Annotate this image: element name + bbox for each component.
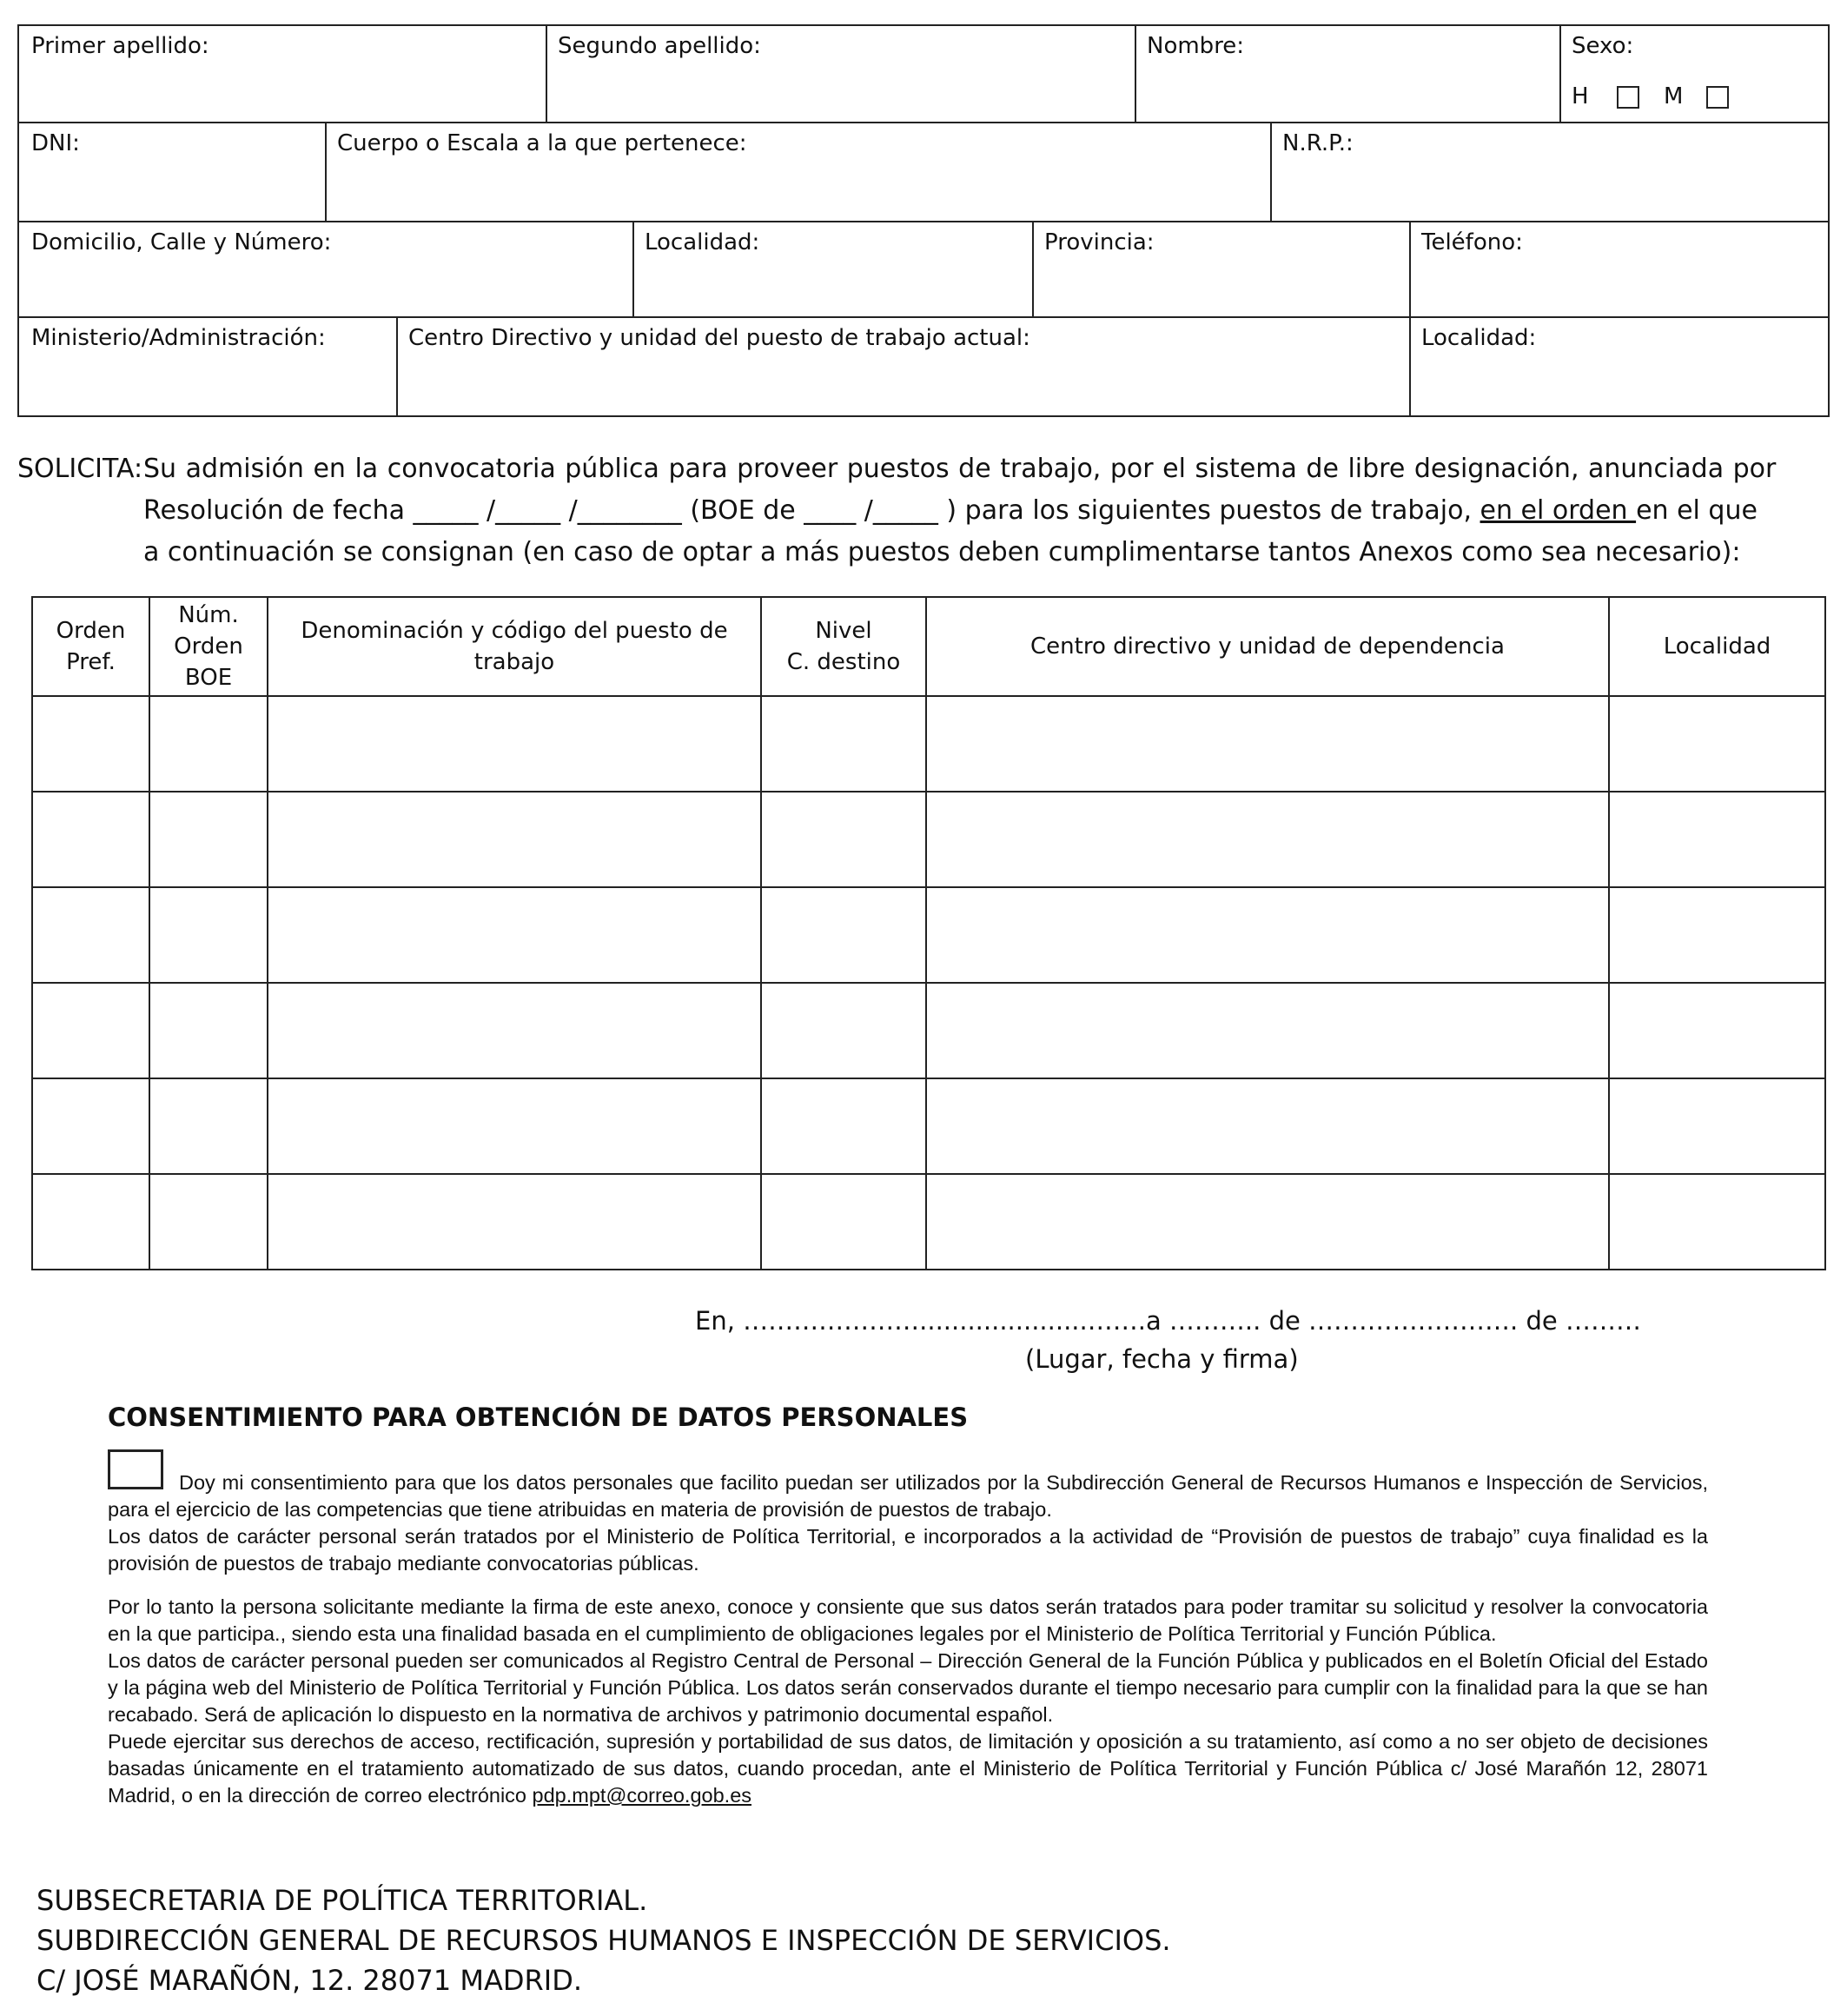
- signature-line[interactable]: En, ………………….....................…….a ……….. de ……………………. de ………: [695, 1306, 1641, 1336]
- table-cell[interactable]: [761, 983, 926, 1078]
- table-cell[interactable]: [761, 1078, 926, 1174]
- table-cell[interactable]: [32, 1078, 149, 1174]
- table-cell[interactable]: [926, 887, 1609, 983]
- table-cell[interactable]: [1609, 696, 1825, 792]
- nrp-label: N.R.P.:: [1282, 130, 1354, 156]
- sexo-h-label: H: [1572, 83, 1589, 109]
- table-cell[interactable]: [761, 696, 926, 792]
- paragraph-gap: [108, 1577, 1708, 1594]
- header-nivel: [761, 597, 926, 696]
- sexo-m-option[interactable]: [1664, 83, 1729, 109]
- provincia-field[interactable]: [1032, 221, 1411, 318]
- header-denominacion: [268, 597, 761, 696]
- header-nivel-line-2: C. destino: [786, 649, 901, 675]
- solicita-label: SOLICITA:: [17, 454, 143, 484]
- localidad-actual-label: Localidad:: [1421, 325, 1537, 351]
- sexo-m-label: M: [1664, 83, 1684, 109]
- table-cell[interactable]: [1609, 983, 1825, 1078]
- localidad-field[interactable]: [632, 221, 1034, 318]
- solicita-line-3: a continuación se consignan (en caso de optar a más puestos deben cumplimentarse tantos Anexos como sea necesario):: [143, 537, 1741, 567]
- provincia-label: Provincia:: [1044, 229, 1155, 255]
- consent-title: CONSENTIMIENTO PARA OBTENCIÓN DE DATOS PERSONALES: [108, 1403, 969, 1432]
- consent-paragraph-5-text: Puede ejercitar sus derechos de acceso, rectificación, supresión y portabilidad de sus datos, de limitación y oposición a su tratamiento, así como a no ser objeto de decisiones basadas únicamente en el tratamiento automatizado de sus datos, cuando procedan, ante el Ministerio de Política Territorial y Función Pública c/ José Marañón 12, 28071 Madrid, o en la dirección de correo electrónico: [108, 1730, 1708, 1807]
- cuerpo-field[interactable]: [325, 122, 1272, 222]
- header-denominacion-line-1: Denominación y código del puesto de: [301, 618, 728, 644]
- header-localidad: Localidad: [1609, 597, 1825, 696]
- table-cell[interactable]: [149, 696, 268, 792]
- table-cell[interactable]: [32, 1174, 149, 1270]
- table-cell[interactable]: [32, 792, 149, 887]
- table-row: [32, 983, 1825, 1078]
- table-cell[interactable]: [268, 1174, 761, 1270]
- table-cell[interactable]: [149, 1174, 268, 1270]
- footer-line-3: C/ JOSÉ MARAÑÓN, 12. 28071 MADRID.: [36, 1964, 583, 1997]
- header-num-orden-line-3: BOE: [184, 665, 233, 691]
- table-row: [32, 887, 1825, 983]
- solicita-line-2-text: Resolución de fecha _____ /_____ /________ (BOE de ____ /_____ ) para los siguientes puestos de trabajo,: [143, 495, 1480, 526]
- table-cell[interactable]: [1609, 1078, 1825, 1174]
- telefono-field[interactable]: [1409, 221, 1830, 318]
- domicilio-label: Domicilio, Calle y Número:: [31, 229, 332, 255]
- header-orden-pref-line-1: Orden: [56, 618, 126, 644]
- consent-paragraph-2: Los datos de carácter personal serán tratados por el Ministerio de Política Territorial, e incorporados a la actividad de “Provisión de puestos de trabajo” cuya finalidad es la provisión de puestos de trabajo mediante convocatorias públicas.: [108, 1525, 1708, 1575]
- primer-apellido-field[interactable]: [17, 24, 547, 123]
- localidad-label: Localidad:: [645, 229, 760, 255]
- table-header-row: [32, 597, 1825, 696]
- primer-apellido-label: Primer apellido:: [31, 33, 209, 59]
- segundo-apellido-field[interactable]: [546, 24, 1136, 123]
- solicita-line-1: Su admisión en la convocatoria pública para proveer puestos de trabajo, por el sistema de libre designación, anunciada por: [143, 454, 1777, 484]
- consent-email-link[interactable]: pdp.mpt@correo.gob.es: [532, 1784, 752, 1807]
- nombre-field[interactable]: [1135, 24, 1561, 123]
- table-cell[interactable]: [149, 887, 268, 983]
- solicita-line-2: [143, 490, 1758, 532]
- signature-caption: (Lugar, fecha y firma): [1025, 1344, 1299, 1374]
- centro-directivo-label: Centro Directivo y unidad del puesto de trabajo actual:: [408, 325, 1030, 351]
- table-cell[interactable]: [926, 696, 1609, 792]
- table-cell[interactable]: [32, 983, 149, 1078]
- solicita-line-2-end: en el que: [1636, 495, 1758, 526]
- segundo-apellido-label: Segundo apellido:: [558, 33, 761, 59]
- table-cell[interactable]: [32, 696, 149, 792]
- sexo-m-checkbox[interactable]: [1706, 86, 1729, 109]
- consent-paragraph-5: [108, 1728, 1708, 1809]
- table-cell[interactable]: [1609, 887, 1825, 983]
- footer-line-2: SUBDIRECCIÓN GENERAL DE RECURSOS HUMANOS E INSPECCIÓN DE SERVICIOS.: [36, 1924, 1171, 1957]
- table-cell[interactable]: [149, 792, 268, 887]
- sexo-h-option[interactable]: [1572, 83, 1639, 109]
- sexo-label: Sexo:: [1572, 33, 1634, 59]
- table-row: [32, 1078, 1825, 1174]
- consent-paragraph-3: Por lo tanto la persona solicitante mediante la firma de este anexo, conoce y consiente que sus datos serán tratados para poder tramitar su solicitud y resolver la convocatoria en la que participa., siendo esta una finalidad basada en el cumplimiento de obligaciones legales por el Ministerio de Política Territorial y Función Pública.: [108, 1595, 1708, 1645]
- table-cell[interactable]: [268, 792, 761, 887]
- consent-paragraph-1: Doy mi consentimiento para que los datos personales que facilito puedan ser utilizados por la Subdirección General de Recursos Humanos e Inspección de Servicios, para el ejercicio de las competencias que tiene atribuidas en materia de provisión de puestos de trabajo.: [108, 1471, 1708, 1521]
- header-num-orden-line-1: Núm.: [178, 602, 239, 628]
- nrp-field[interactable]: [1270, 122, 1830, 222]
- sexo-h-checkbox[interactable]: [1617, 86, 1639, 109]
- table-cell[interactable]: [1609, 1174, 1825, 1270]
- table-row: [32, 1174, 1825, 1270]
- table-cell[interactable]: [32, 887, 149, 983]
- cuerpo-label: Cuerpo o Escala a la que pertenece:: [337, 130, 747, 156]
- localidad-actual-field[interactable]: [1409, 316, 1830, 417]
- en-el-orden-emphasis: en el orden: [1480, 495, 1637, 526]
- header-centro-directivo: Centro directivo y unidad de dependencia: [926, 597, 1609, 696]
- table-row: [32, 696, 1825, 792]
- ministerio-field[interactable]: [17, 316, 398, 417]
- domicilio-field[interactable]: [17, 221, 634, 318]
- table-cell[interactable]: [926, 983, 1609, 1078]
- table-cell[interactable]: [149, 1078, 268, 1174]
- sexo-field: [1559, 24, 1830, 123]
- header-denominacion-line-2: trabajo: [473, 649, 555, 675]
- table-cell[interactable]: [761, 1174, 926, 1270]
- footer-address: [36, 1880, 1171, 2000]
- table-cell[interactable]: [149, 983, 268, 1078]
- telefono-label: Teléfono:: [1421, 229, 1523, 255]
- table-cell[interactable]: [926, 792, 1609, 887]
- table-cell[interactable]: [761, 792, 926, 887]
- header-num-orden-boe: [149, 597, 268, 696]
- table-row: [32, 792, 1825, 887]
- header-nivel-line-1: Nivel: [815, 618, 872, 644]
- consent-paragraph-4: Los datos de carácter personal pueden ser comunicados al Registro Central de Personal – Dirección General de la Función Pública y publicados en el Boletín Oficial del Estado y la página web del Ministerio de Política Territorial y Función Pública. Los datos serán conservados durante el tiempo necesario para cumplir con la finalidad para la que se han recabado. Será de aplicación lo dispuesto en la normativa de archivos y patrimonio documental español.: [108, 1649, 1708, 1726]
- header-num-orden-line-2: Orden: [174, 633, 243, 660]
- table-cell[interactable]: [926, 1078, 1609, 1174]
- positions-table: [31, 596, 1826, 1270]
- dni-label: DNI:: [31, 130, 80, 156]
- footer-line-1: SUBSECRETARIA DE POLÍTICA TERRITORIAL.: [36, 1884, 648, 1917]
- centro-directivo-field[interactable]: [396, 316, 1411, 417]
- table-cell[interactable]: [268, 1078, 761, 1174]
- consent-text: [108, 1469, 1708, 1523]
- dni-field[interactable]: [17, 122, 327, 222]
- table-cell[interactable]: [926, 1174, 1609, 1270]
- ministerio-label: Ministerio/Administración:: [31, 325, 326, 351]
- table-cell[interactable]: [268, 983, 761, 1078]
- header-orden-pref-line-2: Pref.: [66, 649, 116, 675]
- table-cell[interactable]: [268, 887, 761, 983]
- table-cell[interactable]: [761, 887, 926, 983]
- nombre-label: Nombre:: [1147, 33, 1245, 59]
- header-orden-pref: [32, 597, 149, 696]
- table-body: [32, 696, 1825, 1270]
- table-cell[interactable]: [1609, 792, 1825, 887]
- table-cell[interactable]: [268, 696, 761, 792]
- consent-text-body: [108, 1523, 1708, 1809]
